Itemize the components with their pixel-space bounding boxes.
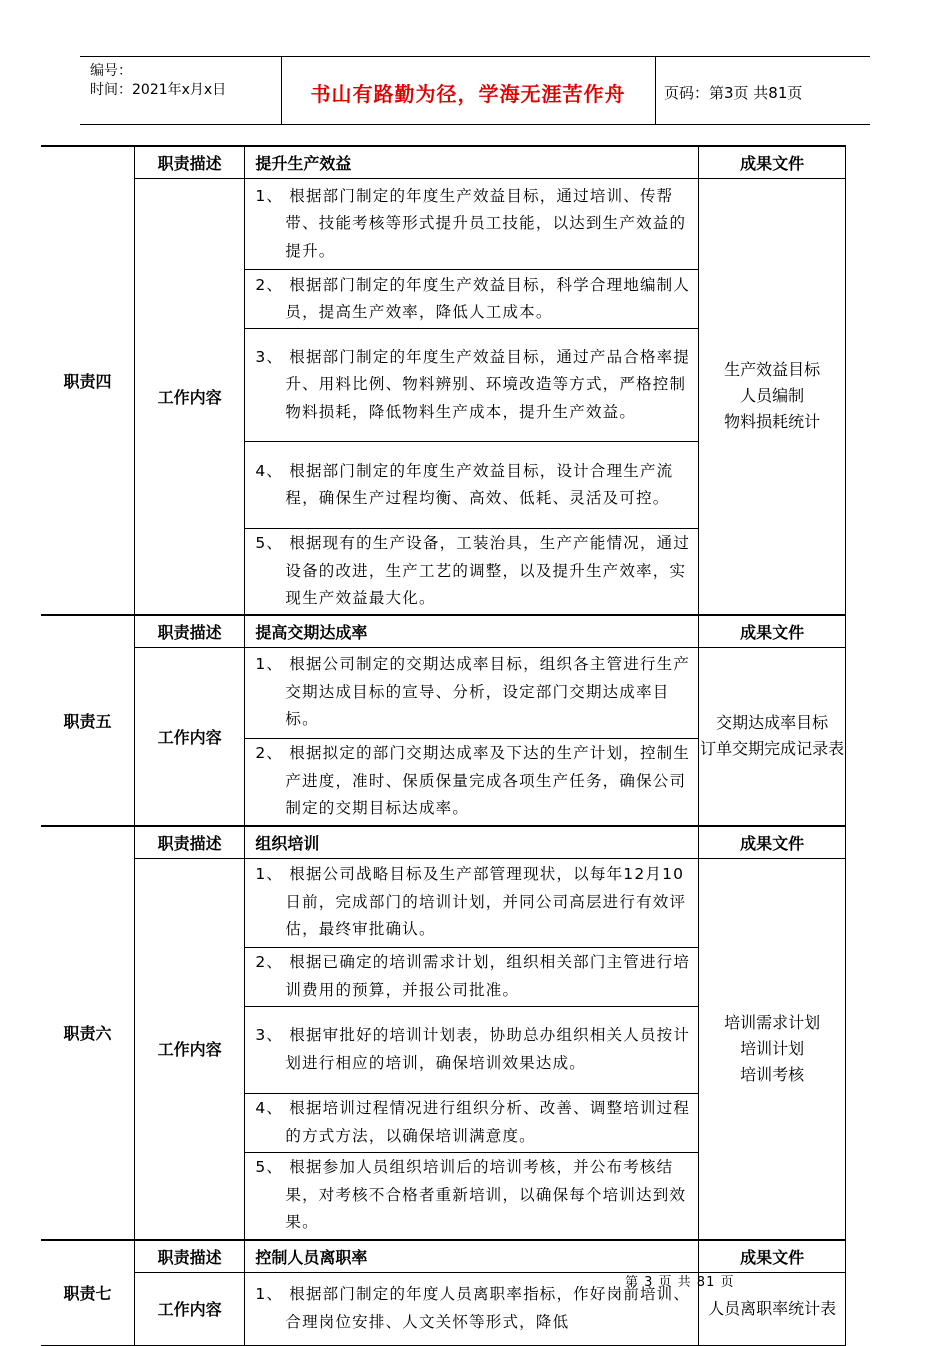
work-item: 2、 根据已确定的培训需求计划，组织相关部门主管进行培训费用的预算，并报公司批准。: [245, 947, 699, 1006]
header-motto: 书山有路勤为径，学海无涯苦作舟: [310, 82, 626, 106]
outcome-label: 成果文件: [699, 146, 846, 179]
work-item: 4、 根据部门制定的年度生产效益目标，设计合理生产流程，确保生产过程均衡、高效、低耗、灵活及可控。: [245, 442, 699, 529]
work-label: 工作内容: [134, 1272, 244, 1345]
outcome-file: 培训计划: [740, 1038, 805, 1058]
duties-table: [41, 145, 846, 1346]
duty-description: 提升生产效益: [245, 146, 699, 179]
page-footer: 第 3 页 共 81 页: [625, 1275, 735, 1290]
duty-description: 组织培训: [245, 826, 699, 859]
work-item: 5、 根据参加人员组织培训后的培训考核，并公布考核结果，对考核不合格者重新培训，以确保每个培训达到效果。: [245, 1152, 699, 1240]
duty-name: 职责七: [41, 1240, 134, 1346]
duty-name: 职责五: [41, 615, 134, 826]
work-label: 工作内容: [134, 179, 244, 615]
duty-header-row: [41, 615, 846, 648]
work-item-row: [41, 858, 846, 947]
work-item: 1、 根据部门制定的年度人员离职率指标，作好岗前培训、合理岗位安排、人文关怀等形式，降低: [245, 1272, 699, 1345]
outcome-files: [699, 858, 846, 1240]
duty-description: 控制人员离职率: [245, 1240, 699, 1273]
header-top-rule: [80, 56, 870, 57]
duty-header-row: [41, 1240, 846, 1273]
work-item: 3、 根据部门制定的年度生产效益目标，通过产品合格率提升、用料比例、物料辨别、环境改造等方式，严格控制物料损耗，降低物料生产成本，提升生产效益。: [245, 329, 699, 442]
work-item: 1、 根据公司战略目标及生产部管理现状，以每年12月10日前，完成部门的培训计划，并同公司高层进行有效评估，最终审批确认。: [245, 858, 699, 947]
desc-label: 职责描述: [134, 615, 244, 648]
outcome-label: 成果文件: [699, 1240, 846, 1273]
outcome-file: 培训需求计划: [724, 1012, 821, 1032]
work-item: 2、 根据拟定的部门交期达成率及下达的生产计划，控制生产进度，准时、保质保量完成各项生产任务，确保公司制定的交期目标达成率。: [245, 738, 699, 826]
work-item: 4、 根据培训过程情况进行组织分析、改善、调整培训过程的方式方法，以确保培训满意度。: [245, 1093, 699, 1152]
duty-name: 职责四: [41, 146, 134, 615]
work-item: 2、 根据部门制定的年度生产效益目标，科学合理地编制人员，提高生产效率，降低人工成本。: [245, 270, 699, 329]
duty-header-row: [41, 146, 846, 179]
duty-description: 提高交期达成率: [245, 615, 699, 648]
desc-label: 职责描述: [134, 146, 244, 179]
outcome-files: [699, 179, 846, 615]
work-item-row: [41, 647, 846, 738]
header-divider: [655, 56, 656, 124]
outcome-file: 人员编制: [740, 386, 805, 406]
work-item: 3、 根据审批好的培训计划表，协助总办组织相关人员按计划进行相应的培训，确保培训效果达成。: [245, 1006, 699, 1093]
work-item: 1、 根据部门制定的年度生产效益目标，通过培训、传帮带、技能考核等形式提升员工技能，以达到生产效益的提升。: [245, 179, 699, 270]
outcome-file: 培训考核: [740, 1064, 805, 1084]
outcome-label: 成果文件: [699, 826, 846, 859]
work-item: 1、 根据公司制定的交期达成率目标，组织各主管进行生产交期达成目标的宣导、分析，设定部门交期达成率目标。: [245, 647, 699, 738]
duty-name: 职责六: [41, 826, 134, 1240]
work-label: 工作内容: [134, 647, 244, 826]
work-label: 工作内容: [134, 858, 244, 1240]
outcome-file: 生产效益目标: [724, 360, 821, 380]
work-item-row: [41, 179, 846, 270]
outcome-file: 物料损耗统计: [724, 412, 821, 432]
duty-header-row: [41, 826, 846, 859]
outcome-file: 人员离职率统计表: [708, 1298, 837, 1318]
desc-label: 职责描述: [134, 1240, 244, 1273]
outcome-file: 交期达成率目标: [716, 713, 829, 732]
work-item: 5、 根据现有的生产设备，工装治具，生产产能情况，通过设备的改进，生产工艺的调整，以及提升生产效率，实现生产效益最大化。: [245, 529, 699, 615]
header-bottom-rule: [80, 124, 870, 125]
outcome-label: 成果文件: [699, 615, 846, 648]
outcome-file: 订单交期完成记录表: [700, 739, 845, 758]
document-time-label: 时间：2021年x月x日: [90, 82, 227, 98]
header-page-label: 页码：第3页 共81页: [664, 84, 803, 102]
desc-label: 职责描述: [134, 826, 244, 859]
document-number-label: 编号：: [90, 63, 132, 79]
outcome-files: [699, 647, 846, 826]
